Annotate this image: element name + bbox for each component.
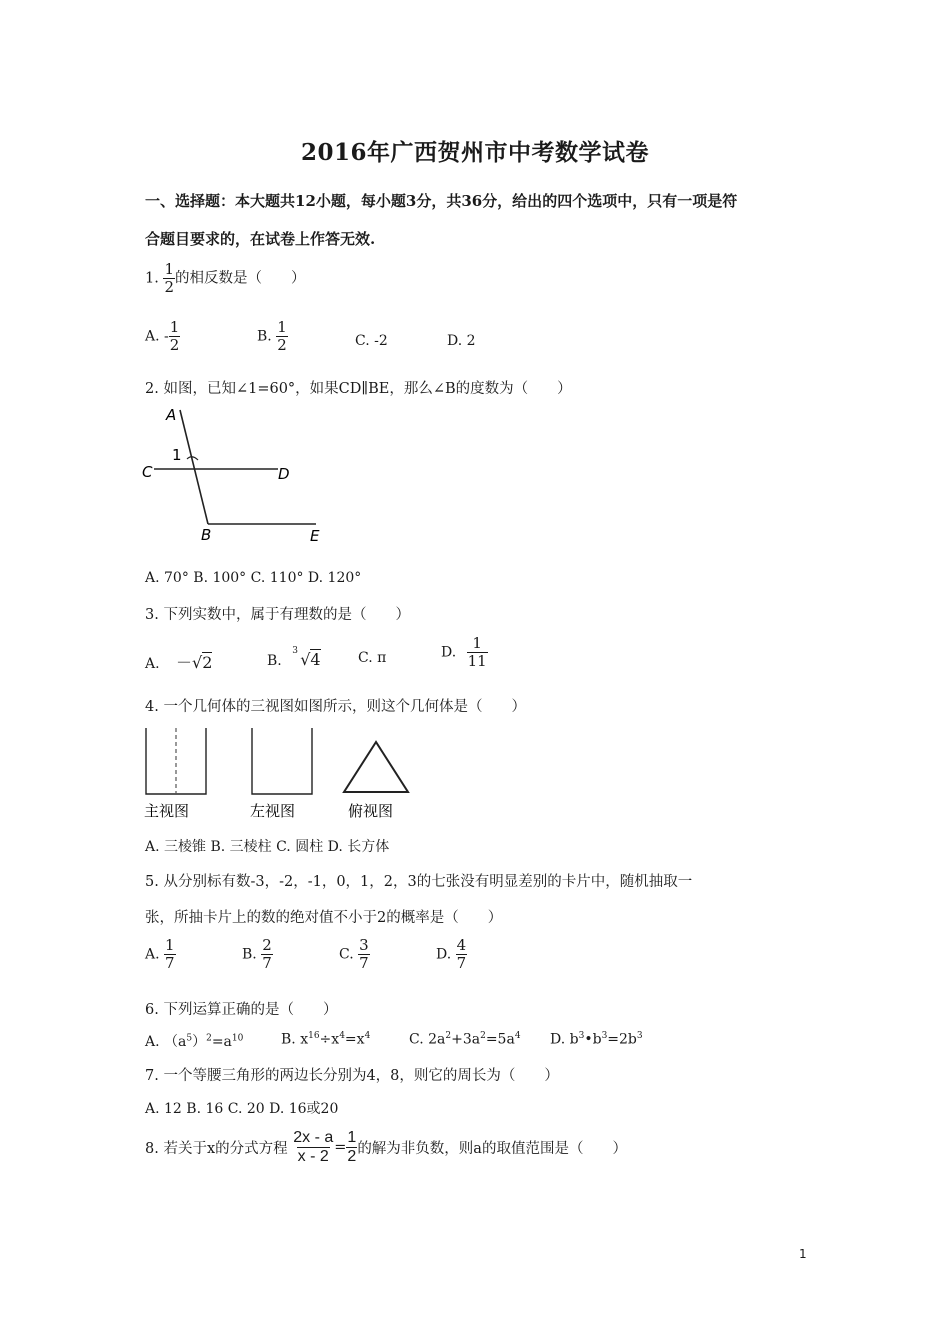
q5-option-b: B. $\frac{2}{7}$ [242, 936, 272, 972]
fraction: $\frac{1}{2}$ [277, 318, 287, 354]
question-2: 2. 如图，已知∠1=60°，如果CD∥BE，那么∠B的度数为（ ） [145, 381, 572, 397]
question-5-line2: 张，所抽卡片上的数的绝对值不小于2的概率是（ ） [145, 910, 503, 926]
page-number: 1 [799, 1247, 807, 1261]
question-number: 1. [145, 270, 159, 287]
left-view [252, 728, 312, 794]
label-angle-1: 1 [172, 446, 182, 464]
top-view [344, 742, 408, 792]
q4-three-views-figure [140, 726, 420, 822]
q1-option-d: D. 2 [447, 333, 476, 349]
q6-option-b: B. $x^{16}\div x^4=x^4$ [281, 1031, 371, 1048]
q3-option-a: A. －√2 [145, 653, 213, 672]
label-front-view: 主视图 [144, 803, 190, 820]
q3-option-c: C. π [358, 650, 387, 666]
q3-option-b: B. 3 √4 [267, 646, 321, 669]
page-title: 2016年广西贺州市中考数学试卷 [300, 139, 649, 166]
question-1 [145, 262, 306, 295]
label-e: E [310, 527, 320, 545]
q2-options: A. 70° B. 100° C. 110° D. 120° [145, 570, 362, 586]
equation-rhs-fraction: $\frac{1}{2}$ [347, 1129, 357, 1165]
question-4: 4. 一个几何体的三视图如图所示，则这个几何体是（ ） [145, 699, 526, 715]
q6-option-d: D. $b^3•b^3=2b^3$ [550, 1031, 643, 1048]
equation-lhs-fraction: $\frac{2x - a}{x - 2}$ [293, 1129, 334, 1165]
q2-geometry-figure [140, 402, 330, 547]
label-left-view: 左视图 [250, 803, 296, 820]
fraction: $\frac{3}{7}$ [359, 936, 369, 972]
fraction: $\frac{1}{2}$ [169, 318, 180, 354]
fraction: $\frac{1}{2}$ [164, 260, 174, 296]
section-heading-line2: 合题目要求的，在试卷上作答无效. [145, 230, 376, 248]
fraction: $\frac{4}{7}$ [456, 936, 467, 972]
label-d: D [278, 465, 290, 483]
q4-options: A. 三棱锥 B. 三棱柱 C. 圆柱 D. 长方体 [145, 839, 390, 855]
question-text: 的相反数是（ ） [175, 270, 306, 287]
q7-options: A. 12 B. 16 C. 20 D. 16或20 [145, 1101, 339, 1117]
q6-option-a: A. $(a^5)^2=a^{10}$ [145, 1033, 244, 1050]
question-8: 8. 若关于x的分式方程 $\frac{2x - a}{x - 2}$ = $\frac{1}{2}$ 的解为非负数，则a的取值范围是（ ） [145, 1129, 627, 1165]
question-3: 3. 下列实数中，属于有理数的是（ ） [145, 607, 410, 623]
q6-option-c: C. $2a^2+3a^2=5a^4$ [409, 1031, 521, 1048]
question-5-line1: 5. 从分别标有数-3，-2，-1，0，1，2，3的七张没有明显差别的卡片中，随机抽取一 [145, 874, 693, 890]
q5-option-c: C. $\frac{3}{7}$ [339, 936, 369, 972]
fraction: $\frac{2}{7}$ [262, 936, 272, 972]
label-a: A [166, 406, 177, 424]
label-b: B [201, 526, 212, 544]
q1-option-a: A. - $\frac{1}{2}$ [145, 318, 180, 354]
fraction: $\frac{1}{7}$ [165, 936, 175, 972]
question-6: 6. 下列运算正确的是（ ） [145, 1002, 338, 1018]
section-heading-line1: 一、选择题：本大题共12小题，每小题3分，共36分，给出的四个选项中，只有一项是符 [145, 192, 738, 210]
fraction: $\frac{1}{11}$ [467, 634, 487, 670]
label-top-view: 俯视图 [348, 803, 394, 820]
q3-option-d: D. $\frac{1}{11}$ [441, 634, 487, 670]
q1-option-b: B. $\frac{1}{2}$ [257, 318, 287, 354]
q5-option-a: A. $\frac{1}{7}$ [145, 936, 175, 972]
question-7: 7. 一个等腰三角形的两边长分别为4，8，则它的周长为（ ） [145, 1068, 559, 1084]
q5-option-d: D. $\frac{4}{7}$ [436, 936, 467, 972]
line-ab [180, 410, 208, 524]
q1-option-c: C. -2 [355, 333, 388, 349]
label-c: C [142, 463, 153, 481]
